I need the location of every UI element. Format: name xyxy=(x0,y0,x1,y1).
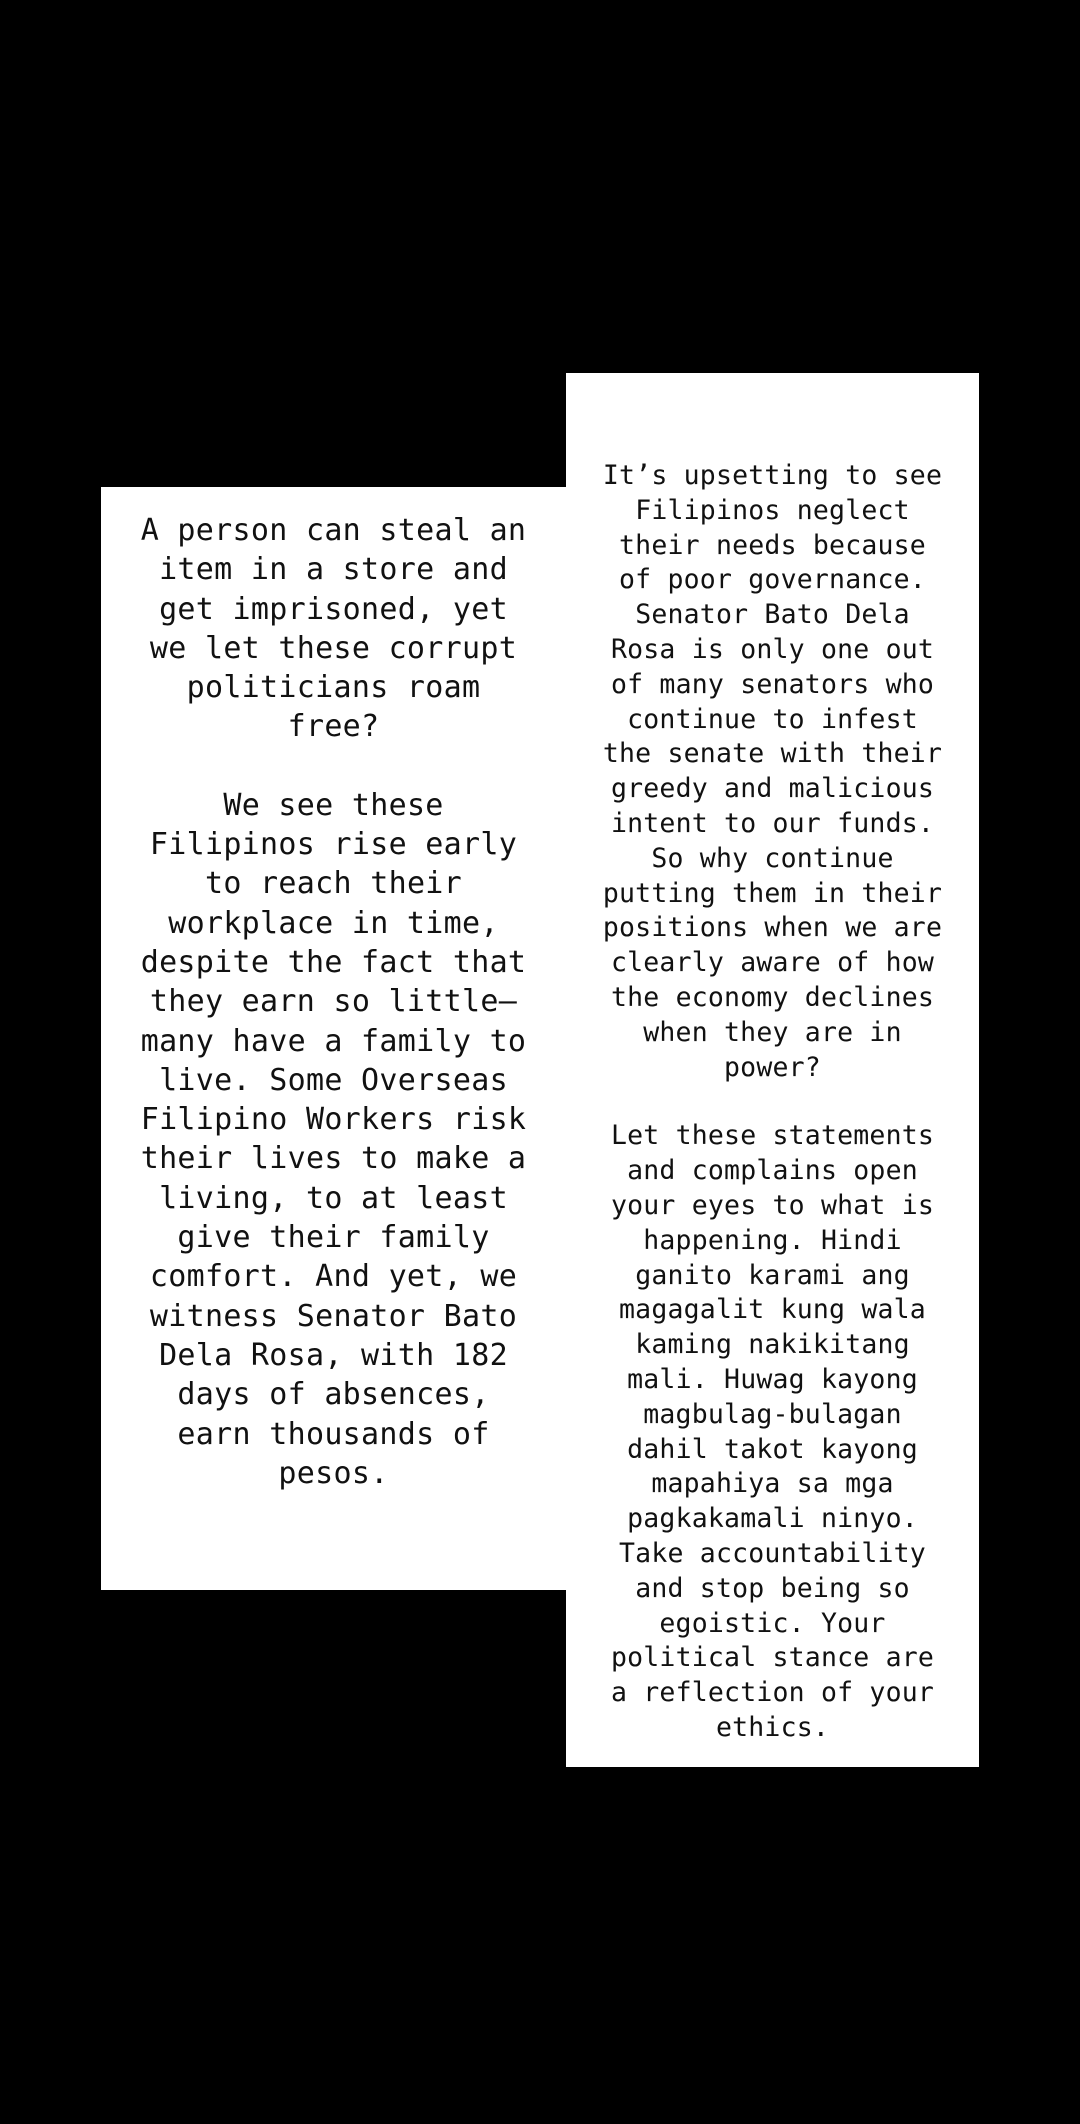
text-line: dahil takot kayong xyxy=(627,1433,918,1465)
text-line: mapahiya sa mga xyxy=(651,1468,894,1500)
text-line: We see these xyxy=(223,787,444,823)
text-line: Dela Rosa, with 182 xyxy=(159,1337,508,1373)
text-line: clearly aware of how xyxy=(610,947,935,979)
text-line: happening. Hindi xyxy=(643,1224,902,1256)
text-line: of poor governance. xyxy=(619,564,926,596)
text-line: your eyes to what is xyxy=(610,1189,935,1221)
right-paragraph-2 xyxy=(574,1119,971,1745)
text-line: A person can steal an xyxy=(140,513,527,548)
text-line: of many senators who xyxy=(610,668,935,700)
text-line: Filipinos rise early xyxy=(149,827,518,863)
text-line: Rosa is only one out xyxy=(610,633,935,665)
text-line: putting them in their xyxy=(602,877,943,909)
text-line: politicians roam xyxy=(186,670,481,706)
left-text-card xyxy=(101,487,566,1590)
text-line: to reach their xyxy=(204,866,463,902)
text-line: despite the fact that xyxy=(140,944,527,980)
right-text-card xyxy=(566,373,979,1767)
text-line: workplace in time, xyxy=(168,905,499,941)
text-line: continue to infest xyxy=(627,703,918,735)
text-line: and complains open xyxy=(627,1155,918,1187)
text-line: the senate with their xyxy=(602,738,943,770)
text-line: pesos. xyxy=(278,1455,389,1491)
text-line: living, to at least xyxy=(159,1180,508,1216)
text-line: intent to our funds. xyxy=(610,807,935,839)
text-line: greedy and malicious xyxy=(610,773,935,805)
left-paragraph-1 xyxy=(115,511,552,747)
text-line: witness Senator Bato xyxy=(149,1298,518,1334)
left-paragraph-2 xyxy=(115,786,552,1493)
text-line: their lives to make a xyxy=(140,1141,527,1177)
text-line: live. Some Overseas xyxy=(159,1062,508,1098)
text-line: ethics. xyxy=(715,1711,830,1743)
text-line: they earn so little— xyxy=(149,984,518,1020)
text-line: give their family xyxy=(177,1220,490,1256)
text-line: free? xyxy=(287,709,380,745)
text-line: many have a family to xyxy=(140,1023,527,1059)
text-line: political stance are xyxy=(610,1642,935,1674)
text-line: and stop being so xyxy=(635,1572,910,1604)
text-line: days of absences, xyxy=(177,1377,490,1413)
text-line: ganito karami ang xyxy=(635,1259,910,1291)
text-line: mali. Huwag kayong xyxy=(627,1363,918,1395)
text-line: earn thousands of xyxy=(177,1416,490,1452)
text-line: kaming nakikitang xyxy=(635,1329,910,1361)
text-line: a reflection of your xyxy=(610,1677,935,1709)
text-line: Take accountability xyxy=(619,1537,926,1569)
text-line: positions when we are xyxy=(602,912,943,944)
right-paragraph-1 xyxy=(574,459,971,1085)
text-line: power? xyxy=(724,1051,821,1083)
text-line: It’s upsetting to see xyxy=(602,460,943,491)
text-line: when they are in xyxy=(643,1016,902,1048)
text-line: pagkakamali ninyo. xyxy=(627,1503,918,1535)
text-line: Let these statements xyxy=(610,1120,935,1152)
text-line: Senator Bato Dela xyxy=(635,599,910,631)
text-line: egoistic. Your xyxy=(659,1607,886,1639)
text-line: item in a store and xyxy=(159,552,508,588)
text-line: get imprisoned, yet xyxy=(159,591,508,627)
text-line: the economy declines xyxy=(610,981,935,1013)
text-line: their needs because xyxy=(619,529,926,561)
text-line: Filipino Workers risk xyxy=(140,1102,527,1138)
text-line: magagalit kung wala xyxy=(619,1294,926,1326)
text-line: comfort. And yet, we xyxy=(149,1259,518,1295)
text-line: So why continue xyxy=(651,842,894,874)
text-line: Filipinos neglect xyxy=(635,494,910,526)
text-line: magbulag-bulagan xyxy=(643,1398,902,1430)
text-line: we let these corrupt xyxy=(149,630,518,666)
